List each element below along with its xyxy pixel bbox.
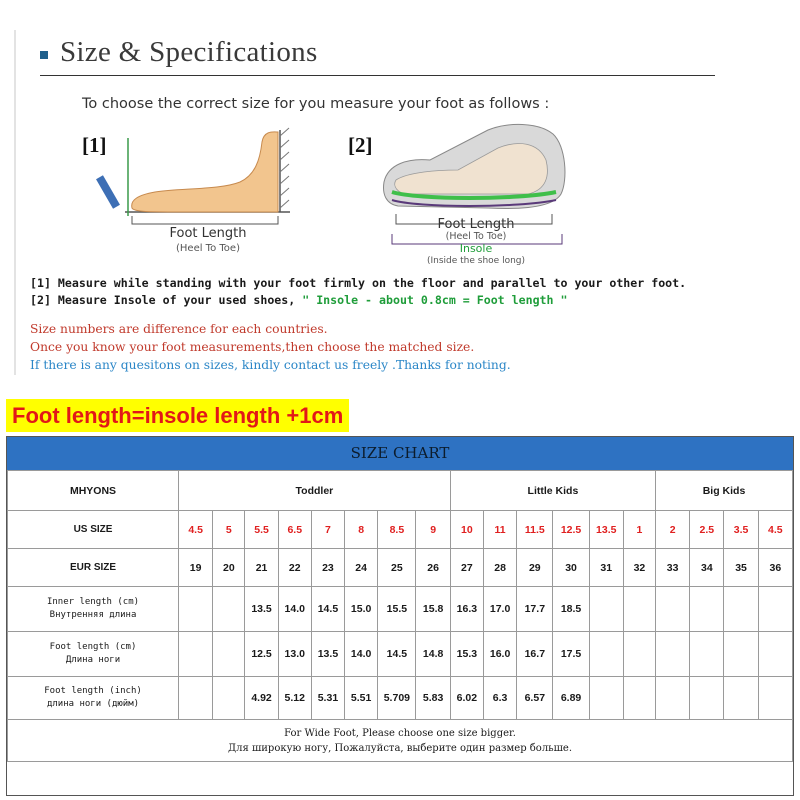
- foot-length-cm-cell: [623, 632, 655, 677]
- inner-length-cell: 15.0: [345, 587, 378, 632]
- inner-length-cell: [179, 587, 213, 632]
- foot-length-inch-cell: 6.02: [450, 677, 483, 720]
- inner-length-label-en: Inner length (cm): [46, 597, 140, 607]
- size-notice-line-2: Once you know your foot measurements,then choose the matched size.: [30, 340, 475, 354]
- us-size-cell: 12.5: [553, 511, 589, 549]
- us-size-cell: 2.5: [690, 511, 724, 549]
- foot-length-cm-cell: 12.5: [245, 632, 278, 677]
- eur-size-cell: 21: [245, 549, 278, 587]
- figure-2-insole-label: Insole: [459, 242, 493, 255]
- us-size-cell: 13.5: [589, 511, 623, 549]
- brand-cell: MHYONS: [8, 471, 179, 511]
- inner-length-cell: 14.0: [278, 587, 311, 632]
- figure-2-label: Foot Length: [437, 217, 515, 232]
- foot-icon: [132, 132, 278, 212]
- foot-length-inch-label-en: Foot length (inch): [44, 686, 142, 696]
- us-size-cell: 4.5: [179, 511, 213, 549]
- foot-length-inch-cell: 6.89: [553, 677, 589, 720]
- inner-length-label-ru: Внутренняя длина: [49, 610, 137, 620]
- inner-length-cell: [724, 587, 758, 632]
- us-size-cell: 8: [345, 511, 378, 549]
- insole-measure-illustration: [378, 120, 578, 270]
- foot-measure-illustration: [90, 120, 300, 260]
- foot-length-cm-row: [8, 632, 793, 677]
- foot-length-inch-cell: [758, 677, 792, 720]
- wide-foot-note-ru: Для широкую ногу, Пожалуйста, выберите один размер больше.: [227, 742, 573, 754]
- size-notice: [30, 322, 511, 376]
- foot-length-inch-cell: 5.31: [311, 677, 344, 720]
- eur-size-cell: 36: [758, 549, 792, 587]
- note-line-1: [1] Measure while standing with your foot firmly on the floor and parallel to your other foot.: [30, 276, 687, 290]
- inner-length-cell: 18.5: [553, 587, 589, 632]
- us-size-cell: 4.5: [758, 511, 792, 549]
- us-size-cell: 5.5: [245, 511, 278, 549]
- us-size-cell: 10: [450, 511, 483, 549]
- group-header-row: [8, 471, 793, 511]
- foot-length-inch-cell: [213, 677, 245, 720]
- eur-size-cell: 19: [179, 549, 213, 587]
- foot-length-cm-label: [8, 632, 179, 677]
- foot-length-cm-cell: 14.8: [416, 632, 450, 677]
- footnote-row: [8, 720, 793, 762]
- us-size-row: [8, 511, 793, 549]
- inner-length-cell: [656, 587, 690, 632]
- eur-size-cell: 27: [450, 549, 483, 587]
- foot-length-inch-cell: [623, 677, 655, 720]
- eur-size-cell: 26: [416, 549, 450, 587]
- foot-length-inch-cell: 6.3: [484, 677, 517, 720]
- inner-length-label: [8, 587, 179, 632]
- foot-length-inch-row: [8, 677, 793, 720]
- us-size-cell: 5: [213, 511, 245, 549]
- note-line-2: [30, 293, 686, 310]
- foot-length-inch-cell: [724, 677, 758, 720]
- figure-1-number: [1]: [82, 133, 107, 157]
- us-size-cell: 7: [311, 511, 344, 549]
- foot-length-inch-cell: [690, 677, 724, 720]
- heading-underline: [40, 75, 715, 76]
- size-chart: [6, 436, 794, 796]
- foot-length-cm-label-en: Foot length (cm): [49, 642, 137, 652]
- specification-panel: [0, 0, 800, 390]
- eur-size-cell: 28: [484, 549, 517, 587]
- inner-length-cell: 16.3: [450, 587, 483, 632]
- inner-length-cell: [589, 587, 623, 632]
- foot-length-cm-cell: [656, 632, 690, 677]
- inner-length-row: [8, 587, 793, 632]
- size-chart-title: SIZE CHART: [7, 437, 793, 470]
- foot-length-inch-cell: [589, 677, 623, 720]
- foot-length-inch-cell: [656, 677, 690, 720]
- eur-size-cell: 25: [378, 549, 416, 587]
- inner-length-cell: [623, 587, 655, 632]
- foot-length-cm-cell: 15.3: [450, 632, 483, 677]
- note-line-2-text: [2] Measure Insole of your used shoes,: [30, 293, 303, 307]
- spec-heading-text: Size & Specifications: [60, 36, 318, 68]
- pencil-icon: [96, 175, 120, 208]
- inner-length-cell: 13.5: [245, 587, 278, 632]
- inner-length-cell: [758, 587, 792, 632]
- square-bullet-icon: [40, 51, 48, 59]
- formula-banner: Foot length=insole length +1cm: [6, 399, 349, 432]
- figure-2-number: [2]: [348, 133, 373, 157]
- measure-notes: [30, 276, 686, 310]
- inner-length-cell: 15.5: [378, 587, 416, 632]
- size-notice-line-1: Size numbers are difference for each countries.: [30, 322, 328, 336]
- figure-2-sublabel: (Heel To Toe): [445, 231, 507, 242]
- us-size-label: US SIZE: [8, 511, 179, 549]
- foot-length-cm-cell: 14.0: [345, 632, 378, 677]
- note-line-2-formula: " Insole - about 0.8cm = Foot length ": [302, 293, 568, 307]
- us-size-cell: 2: [656, 511, 690, 549]
- eur-size-cell: 23: [311, 549, 344, 587]
- foot-length-cm-label-ru: Длина ноги: [65, 655, 121, 665]
- spec-heading: [40, 36, 318, 69]
- foot-length-cm-cell: [179, 632, 213, 677]
- foot-length-inch-cell: 5.83: [416, 677, 450, 720]
- us-size-cell: 9: [416, 511, 450, 549]
- group-toddler: Toddler: [179, 471, 451, 511]
- eur-size-cell: 34: [690, 549, 724, 587]
- foot-length-inch-cell: 4.92: [245, 677, 278, 720]
- eur-size-cell: 22: [278, 549, 311, 587]
- inner-length-cell: 15.8: [416, 587, 450, 632]
- group-big-kids: Big Kids: [656, 471, 793, 511]
- foot-length-cm-cell: 13.0: [278, 632, 311, 677]
- panel-divider: [14, 30, 16, 375]
- inner-length-cell: 17.7: [517, 587, 553, 632]
- foot-length-cm-cell: 13.5: [311, 632, 344, 677]
- foot-length-cm-cell: 16.7: [517, 632, 553, 677]
- eur-size-cell: 30: [553, 549, 589, 587]
- foot-length-inch-cell: 5.12: [278, 677, 311, 720]
- foot-length-cm-cell: [690, 632, 724, 677]
- foot-length-cm-cell: 17.5: [553, 632, 589, 677]
- foot-length-cm-cell: [724, 632, 758, 677]
- eur-size-cell: 20: [213, 549, 245, 587]
- us-size-cell: 11.5: [517, 511, 553, 549]
- us-size-cell: 3.5: [724, 511, 758, 549]
- foot-length-cm-cell: [758, 632, 792, 677]
- inner-length-cell: [690, 587, 724, 632]
- eur-size-cell: 24: [345, 549, 378, 587]
- eur-size-cell: 31: [589, 549, 623, 587]
- eur-size-label: EUR SIZE: [8, 549, 179, 587]
- figure-1-label: Foot Length: [169, 226, 247, 241]
- foot-length-cm-cell: [589, 632, 623, 677]
- wall-hatch-icon: [280, 128, 289, 212]
- inner-length-cell: [213, 587, 245, 632]
- inner-length-cell: 17.0: [484, 587, 517, 632]
- us-size-cell: 11: [484, 511, 517, 549]
- size-chart-table: [7, 470, 793, 762]
- eur-size-row: [8, 549, 793, 587]
- eur-size-cell: 33: [656, 549, 690, 587]
- foot-length-inch-cell: 5.51: [345, 677, 378, 720]
- foot-length-inch-cell: [179, 677, 213, 720]
- size-notice-line-3: If there is any quesitons on sizes, kindly contact us freely .Thanks for noting.: [30, 358, 511, 372]
- eur-size-cell: 32: [623, 549, 655, 587]
- us-size-cell: 8.5: [378, 511, 416, 549]
- foot-length-inch-label-ru: длина ноги (дюйм): [46, 699, 140, 709]
- eur-size-cell: 29: [517, 549, 553, 587]
- figure-2-insole-sublabel: (Inside the shoe long): [426, 256, 526, 266]
- inner-length-cell: 14.5: [311, 587, 344, 632]
- wide-foot-note: [8, 720, 793, 762]
- foot-length-cm-cell: 14.5: [378, 632, 416, 677]
- eur-size-cell: 35: [724, 549, 758, 587]
- us-size-cell: 6.5: [278, 511, 311, 549]
- group-little-kids: Little Kids: [450, 471, 655, 511]
- foot-length-cm-cell: [213, 632, 245, 677]
- figure-1-sublabel: (Heel To Toe): [176, 243, 240, 254]
- us-size-cell: 1: [623, 511, 655, 549]
- measure-intro: To choose the correct size for you measure your foot as follows :: [82, 96, 550, 112]
- foot-length-inch-cell: 6.57: [517, 677, 553, 720]
- wide-foot-note-en: For Wide Foot, Please choose one size bigger.: [284, 727, 516, 739]
- foot-length-inch-label: [8, 677, 179, 720]
- foot-length-inch-cell: 5.709: [378, 677, 416, 720]
- foot-length-cm-cell: 16.0: [484, 632, 517, 677]
